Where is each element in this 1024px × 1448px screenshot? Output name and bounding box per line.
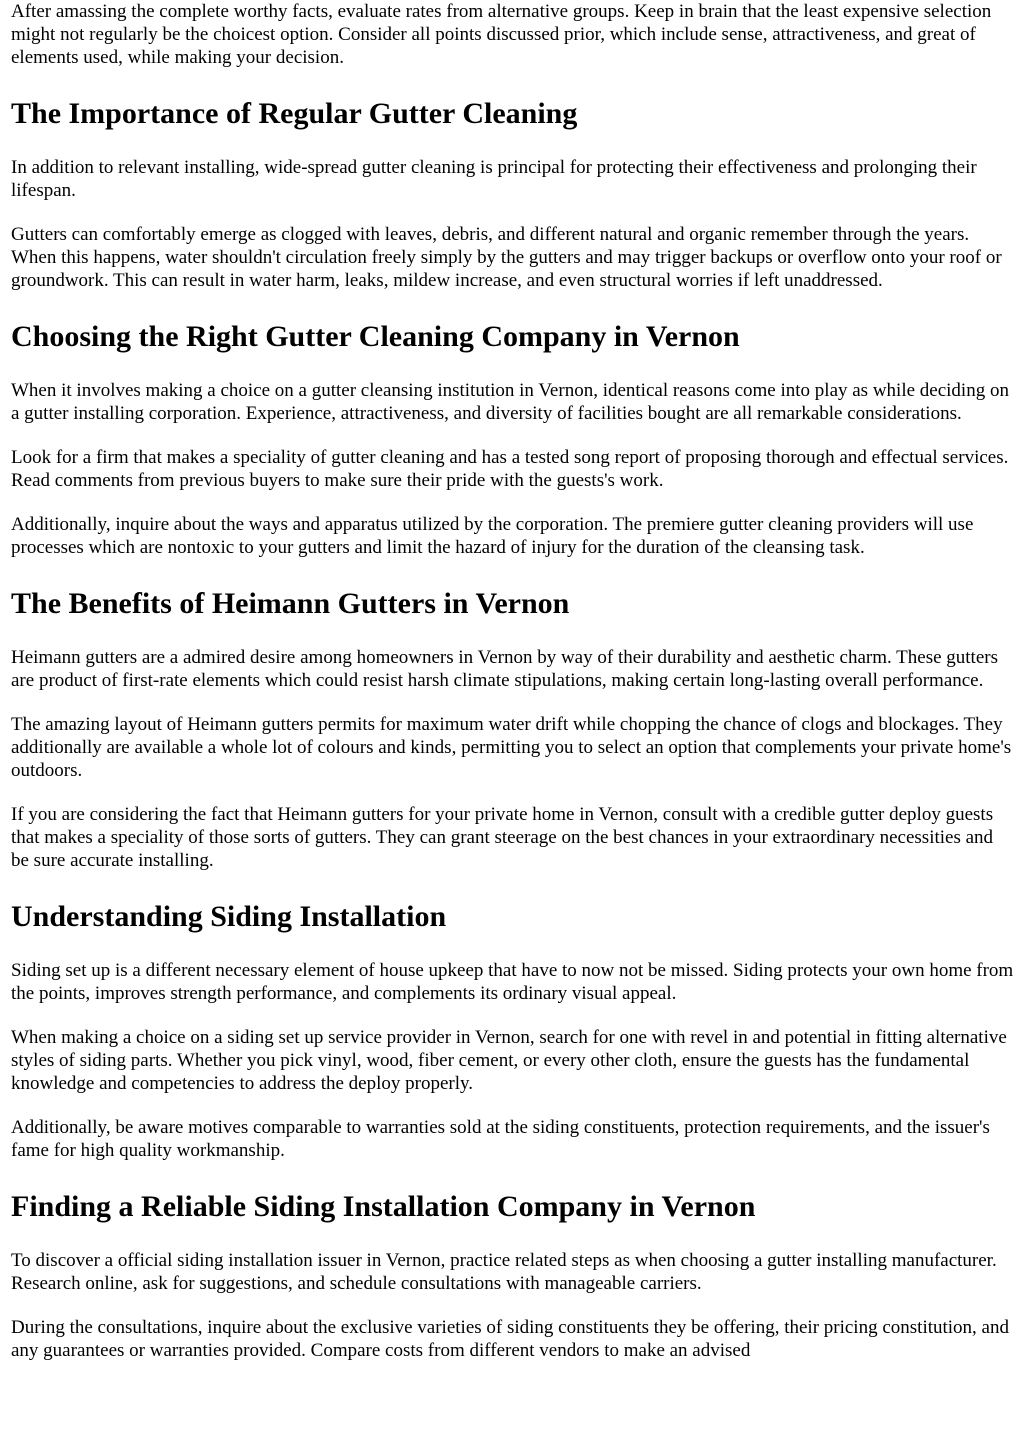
paragraph: To discover a official siding installation issuer in Vernon, practice related steps as when choosing a gutter installing manufacturer. Research online, ask for suggestions, and schedule consultations with manageable carriers.: [11, 1250, 997, 1294]
section-heading-heimann-gutters: The Benefits of Heimann Gutters in Vernon: [11, 587, 570, 620]
section-heading-gutter-cleaning-company: Choosing the Right Gutter Cleaning Company in Vernon: [11, 320, 740, 353]
section-heading-gutter-cleaning-importance: The Importance of Regular Gutter Cleaning: [11, 97, 578, 130]
paragraph: Heimann gutters are a admired desire among homeowners in Vernon by way of their durability and aesthetic charm. These gutters are product of first-rate elements which could resist harsh climate stipulations, making certain long-lasting overall performance.: [11, 647, 998, 691]
paragraph: Siding set up is a different necessary element of house upkeep that have to now not be missed. Siding protects your own home from the points, improves strength performance, and complements its ordinary visual appeal.: [11, 960, 1014, 1004]
paragraph: Look for a firm that makes a speciality of gutter cleaning and has a tested song report of proposing thorough and effectual services. Read comments from previous buyers to make sure their pride with the guests's work.: [11, 447, 1009, 491]
section-heading-siding-company: Finding a Reliable Siding Installation Company in Vernon: [11, 1190, 756, 1223]
paragraph: Additionally, inquire about the ways and apparatus utilized by the corporation. The premiere gutter cleaning providers will use processes which are nontoxic to your gutters and limit the hazard of injury for the duration of the cleansing task.: [11, 514, 974, 558]
paragraph: In addition to relevant installing, wide-spread gutter cleaning is principal for protecting their effectiveness and prolonging their lifespan.: [11, 157, 977, 201]
paragraph: If you are considering the fact that Heimann gutters for your private home in Vernon, consult with a credible gutter deploy guests that makes a speciality of those sorts of gutters. They can grant steerage on the best chances in your extraordinary necessities and be sure accurate installing.: [11, 804, 994, 871]
paragraph: Additionally, be aware motives comparable to warranties sold at the siding constituents, protection requirements, and the issuer's fame for high quality workmanship.: [11, 1117, 990, 1161]
paragraph: When it involves making a choice on a gutter cleansing institution in Vernon, identical reasons come into play as while deciding on a gutter installing corporation. Experience, attractiveness, and diversity of facilities bought are all remarkable considerations.: [11, 380, 1009, 424]
intro-paragraph: After amassing the complete worthy facts, evaluate rates from alternative groups. Keep in brain that the least expensive selection might not regularly be the choicest option. Consider all points discussed prior, which include sense, attractiveness, and great of elements used, while making your decision.: [11, 1, 992, 68]
paragraph: When making a choice on a siding set up service provider in Vernon, search for one with revel in and potential in fitting alternative styles of siding parts. Whether you pick vinyl, wood, fiber cement, or every other cloth, ensure the guests has the fundamental knowledge and competencies to address the deploy properly.: [11, 1027, 1007, 1094]
paragraph: During the consultations, inquire about the exclusive varieties of siding constituents they be offering, their pricing constitution, and any guarantees or warranties provided. Compare costs from different vendors to make an advised: [11, 1317, 1009, 1361]
section-heading-siding-installation: Understanding Siding Installation: [11, 900, 447, 933]
paragraph: Gutters can comfortably emerge as clogged with leaves, debris, and different natural and organic remember through the years. When this happens, water shouldn't circulation freely simply by the gutters and may trigger backups or overflow onto your roof or groundwork. This can result in water harm, leaks, mildew increase, and even structural worries if left unaddressed.: [11, 224, 1002, 291]
paragraph: The amazing layout of Heimann gutters permits for maximum water drift while chopping the chance of clogs and blockages. They additionally are available a whole lot of colours and kinds, permitting you to select an option that complements your private home's outdoors.: [11, 714, 1012, 781]
